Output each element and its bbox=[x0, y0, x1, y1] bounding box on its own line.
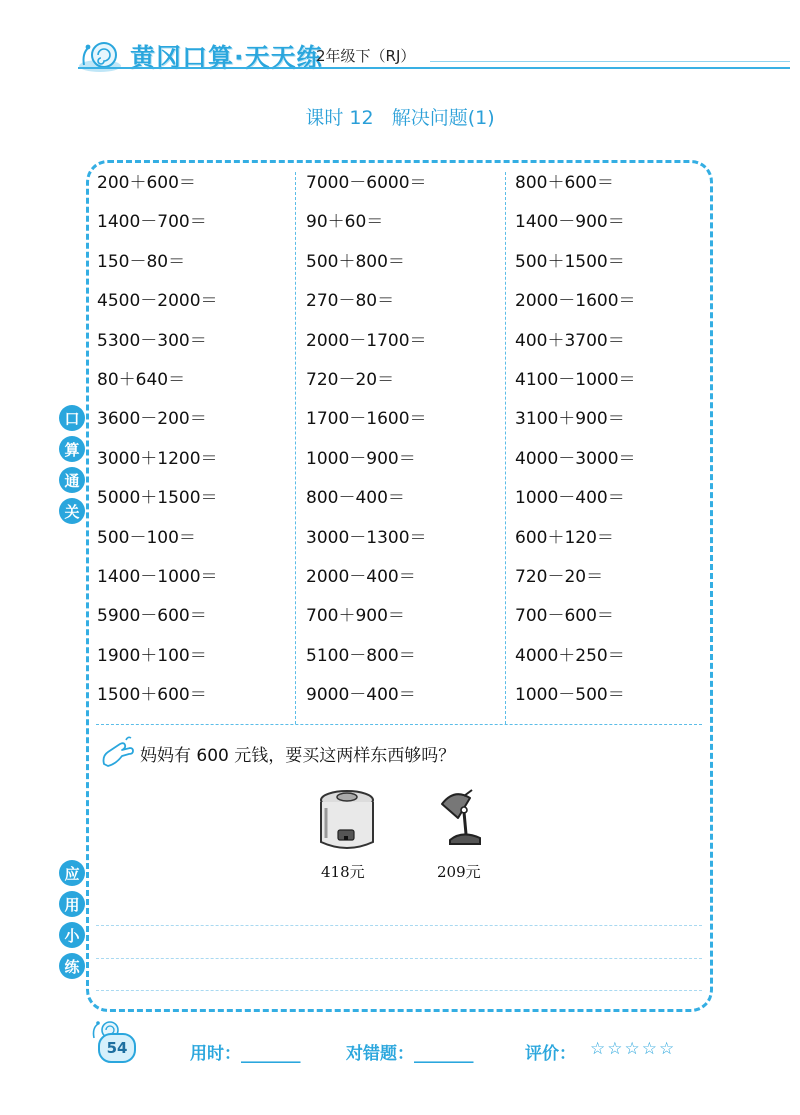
equation: 3600－200＝ bbox=[97, 409, 207, 430]
side-tab-char: 口 bbox=[59, 405, 85, 431]
equation: 1500＋600＝ bbox=[97, 685, 207, 706]
equation: 5300－300＝ bbox=[97, 330, 207, 351]
equation: 4100－1000＝ bbox=[515, 369, 636, 390]
side-tab-char: 用 bbox=[59, 891, 85, 917]
side-tab-char: 小 bbox=[59, 922, 85, 948]
time-label: 用时：_______ bbox=[190, 1044, 301, 1064]
brand-title: 黄冈口算·天天练 bbox=[130, 43, 323, 72]
equation: 90＋60＝ bbox=[306, 212, 384, 233]
lesson-title: 课时 12 解决问题(1) bbox=[305, 107, 495, 129]
side-tab-char: 应 bbox=[59, 860, 85, 886]
equation: 400＋3700＝ bbox=[515, 330, 625, 351]
equation: 3100＋900＝ bbox=[515, 409, 625, 430]
equation: 600＋120＝ bbox=[515, 527, 614, 548]
equation: 7000－6000＝ bbox=[306, 173, 427, 193]
answer-line bbox=[96, 990, 702, 991]
equation: 1400－1000＝ bbox=[97, 566, 218, 587]
answer-line bbox=[96, 925, 702, 926]
equation: 720－20＝ bbox=[306, 369, 395, 390]
equation: 500－100＝ bbox=[97, 527, 196, 548]
page-number: 54 bbox=[98, 1033, 136, 1063]
equation: 4000＋250＝ bbox=[515, 645, 625, 666]
equation: 1400－900＝ bbox=[515, 212, 625, 233]
equation: 5900－600＝ bbox=[97, 606, 207, 627]
equation: 2000－1700＝ bbox=[306, 330, 427, 351]
equation: 700＋900＝ bbox=[306, 606, 405, 627]
rating-label: 评价： bbox=[525, 1044, 576, 1064]
equation: 2000－1600＝ bbox=[515, 291, 636, 312]
desk-lamp-icon bbox=[428, 784, 498, 854]
equation: 270－80＝ bbox=[306, 291, 395, 312]
equation: 5100－800＝ bbox=[306, 645, 416, 666]
equation: 1700－1600＝ bbox=[306, 409, 427, 430]
equation: 200＋600＝ bbox=[97, 173, 196, 193]
equation: 80＋640＝ bbox=[97, 369, 186, 390]
equation: 800＋600＝ bbox=[515, 173, 614, 193]
equation: 1400－700＝ bbox=[97, 212, 207, 233]
correct-count-label: 对错题：_______ bbox=[346, 1044, 474, 1064]
rice-cooker-icon bbox=[312, 784, 382, 854]
equation: 9000－400＝ bbox=[306, 685, 416, 706]
application-question: 妈妈有 600 元钱，要买这两样东西够吗？ bbox=[140, 746, 456, 766]
side-tab-char: 通 bbox=[59, 467, 85, 493]
rating-stars: ☆☆☆☆☆ bbox=[590, 1039, 677, 1059]
equation: 4500－2000＝ bbox=[97, 291, 218, 312]
equation: 1000－900＝ bbox=[306, 448, 416, 469]
side-tab-char: 关 bbox=[59, 498, 85, 524]
equation: 1900＋100＝ bbox=[97, 645, 207, 666]
equation: 720－20＝ bbox=[515, 566, 604, 587]
equation: 1000－400＝ bbox=[515, 488, 625, 509]
equation: 1000－500＝ bbox=[515, 685, 625, 706]
equation: 800－400＝ bbox=[306, 488, 405, 509]
answer-line bbox=[96, 958, 702, 959]
pointing-hand-icon bbox=[100, 734, 136, 770]
equation: 500＋1500＝ bbox=[515, 251, 625, 272]
equation: 5000＋1500＝ bbox=[97, 488, 218, 509]
section-divider bbox=[96, 724, 702, 725]
grade-label: 2年级下（RJ） bbox=[316, 47, 416, 65]
equation: 150－80＝ bbox=[97, 251, 186, 272]
header-divider-thin bbox=[430, 61, 790, 62]
equation: 500＋800＝ bbox=[306, 251, 405, 272]
price-label: 209元 bbox=[437, 863, 481, 881]
equation: 700－600＝ bbox=[515, 606, 614, 627]
price-label: 418元 bbox=[321, 863, 365, 881]
side-tab-char: 练 bbox=[59, 953, 85, 979]
equation: 2000－400＝ bbox=[306, 566, 416, 587]
equation: 4000－3000＝ bbox=[515, 448, 636, 469]
header-divider bbox=[78, 67, 790, 69]
exercise-column-1 bbox=[97, 168, 218, 719]
equation: 3000＋1200＝ bbox=[97, 448, 218, 469]
exercise-column-2 bbox=[306, 168, 427, 719]
column-divider bbox=[295, 172, 296, 724]
equation: 3000－1300＝ bbox=[306, 527, 427, 548]
column-divider bbox=[505, 172, 506, 724]
side-tab-char: 算 bbox=[59, 436, 85, 462]
exercise-column-3 bbox=[515, 168, 636, 719]
